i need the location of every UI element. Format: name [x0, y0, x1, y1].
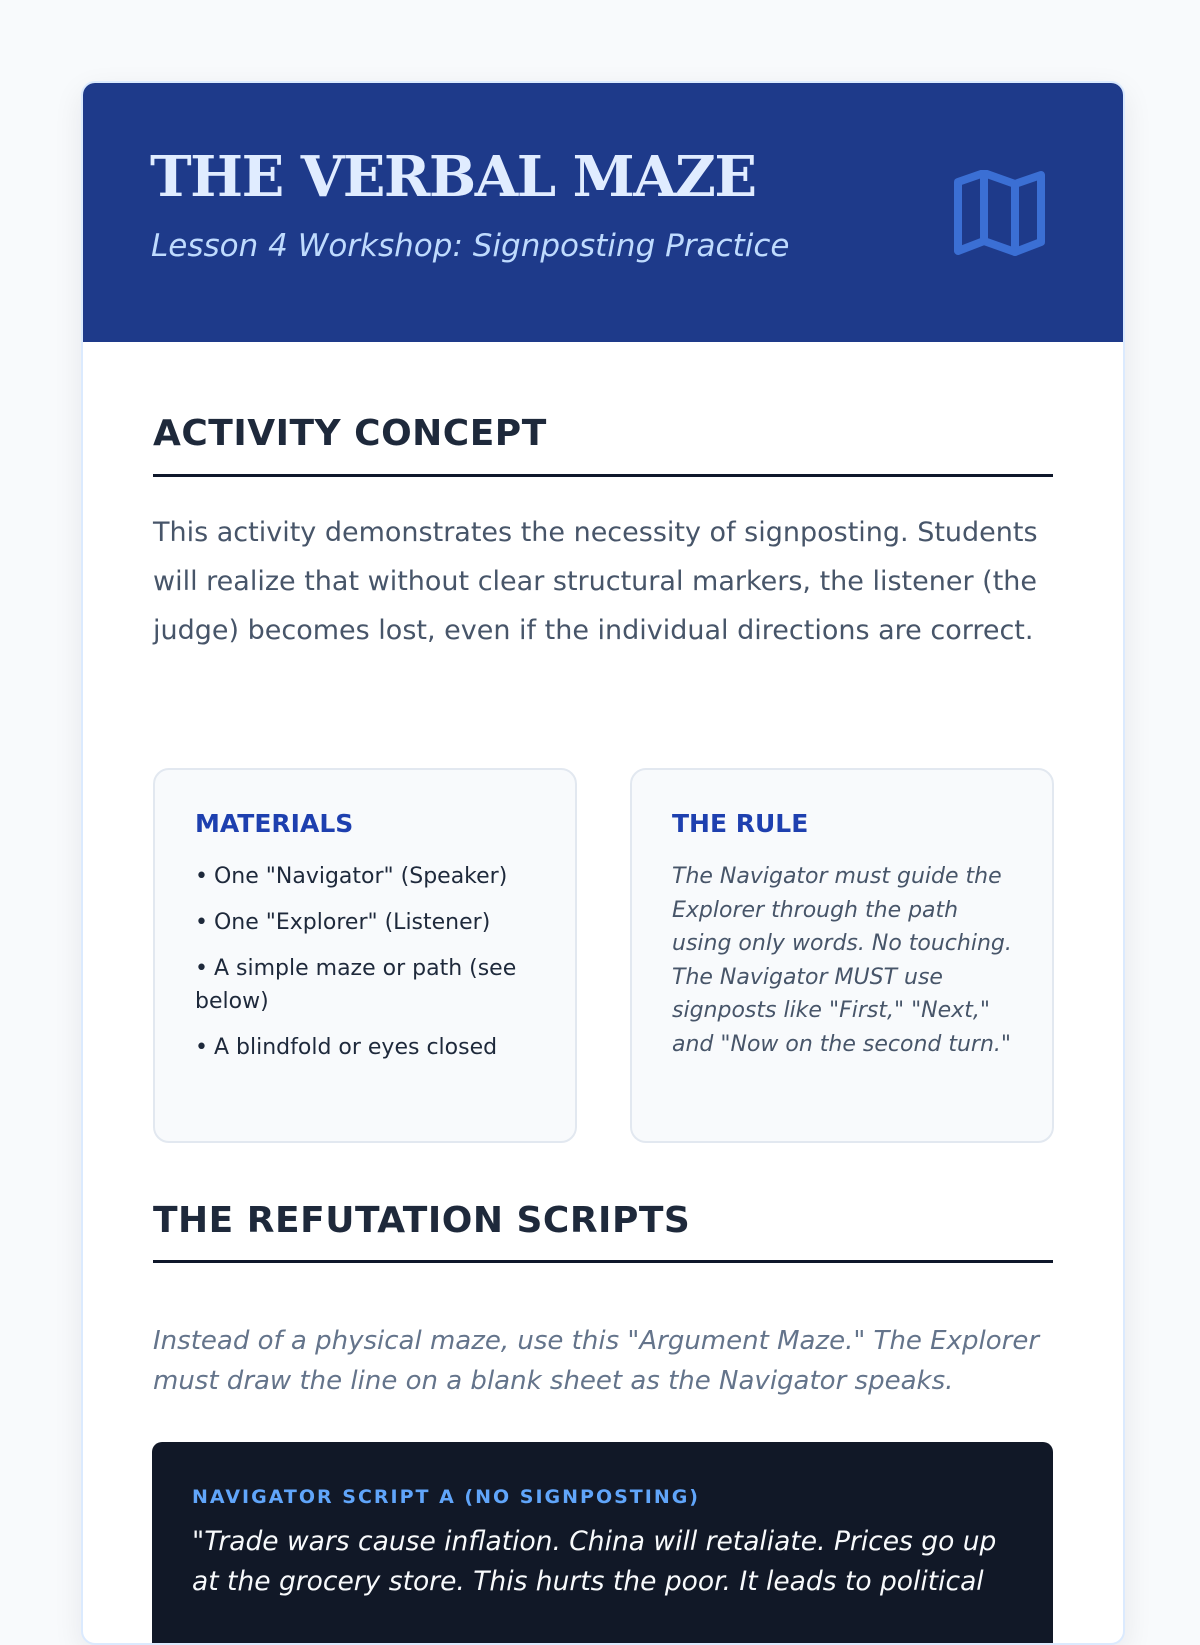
refutation-heading: THE REFUTATION SCRIPTS [153, 1200, 691, 1241]
bullet-icon: • [195, 910, 208, 935]
list-item: • One "Navigator" (Speaker) [195, 864, 508, 889]
list-item: • One "Explorer" (Listener) [195, 910, 491, 935]
bullet-icon: • [195, 1035, 208, 1060]
page-subtitle: Lesson 4 Workshop: Signposting Practice [151, 228, 790, 264]
script-a-text: "Trade wars cause inflation. China will retaliate. Prices go up at the grocery store. This hurts the poor. It leads to political [192, 1526, 997, 1597]
concept-text: This activity demonstrates the necessity of signposting. Students will realize that without clear structural markers, the listener (the judge) becomes lost, even if the individual directions are correct. [153, 517, 1038, 646]
rule-text: The Navigator must guide the Explorer through the path using only words. No touching. The Navigator MUST use signposts like "First," "Next," and "Now on the second turn." [672, 864, 1012, 1057]
materials-box [153, 768, 577, 1143]
list-item: • A simple maze or path (see below) [195, 956, 517, 1014]
materials-list [195, 860, 535, 1064]
script-a-label: NAVIGATOR SCRIPT A (NO SIGNPOSTING) [192, 1486, 700, 1508]
concept-divider [153, 474, 1053, 477]
bullet-icon: • [195, 864, 208, 889]
map-icon [953, 170, 1046, 256]
refutation-intro: Instead of a physical maze, use this "Argument Maze." The Explorer must draw the line on a blank sheet as the Navigator speaks. [153, 1326, 1040, 1396]
script-a-box [152, 1442, 1053, 1645]
list-item: • A blindfold or eyes closed [195, 1035, 498, 1060]
rule-title: THE RULE [672, 809, 809, 838]
refutation-divider [153, 1260, 1053, 1263]
rule-box [630, 768, 1054, 1143]
materials-title: MATERIALS [195, 809, 354, 838]
concept-heading: ACTIVITY CONCEPT [153, 413, 547, 454]
lesson-header [83, 83, 1123, 342]
lesson-card [81, 81, 1125, 1645]
bullet-icon: • [195, 956, 208, 981]
page-title: THE VERBAL MAZE [150, 144, 756, 210]
